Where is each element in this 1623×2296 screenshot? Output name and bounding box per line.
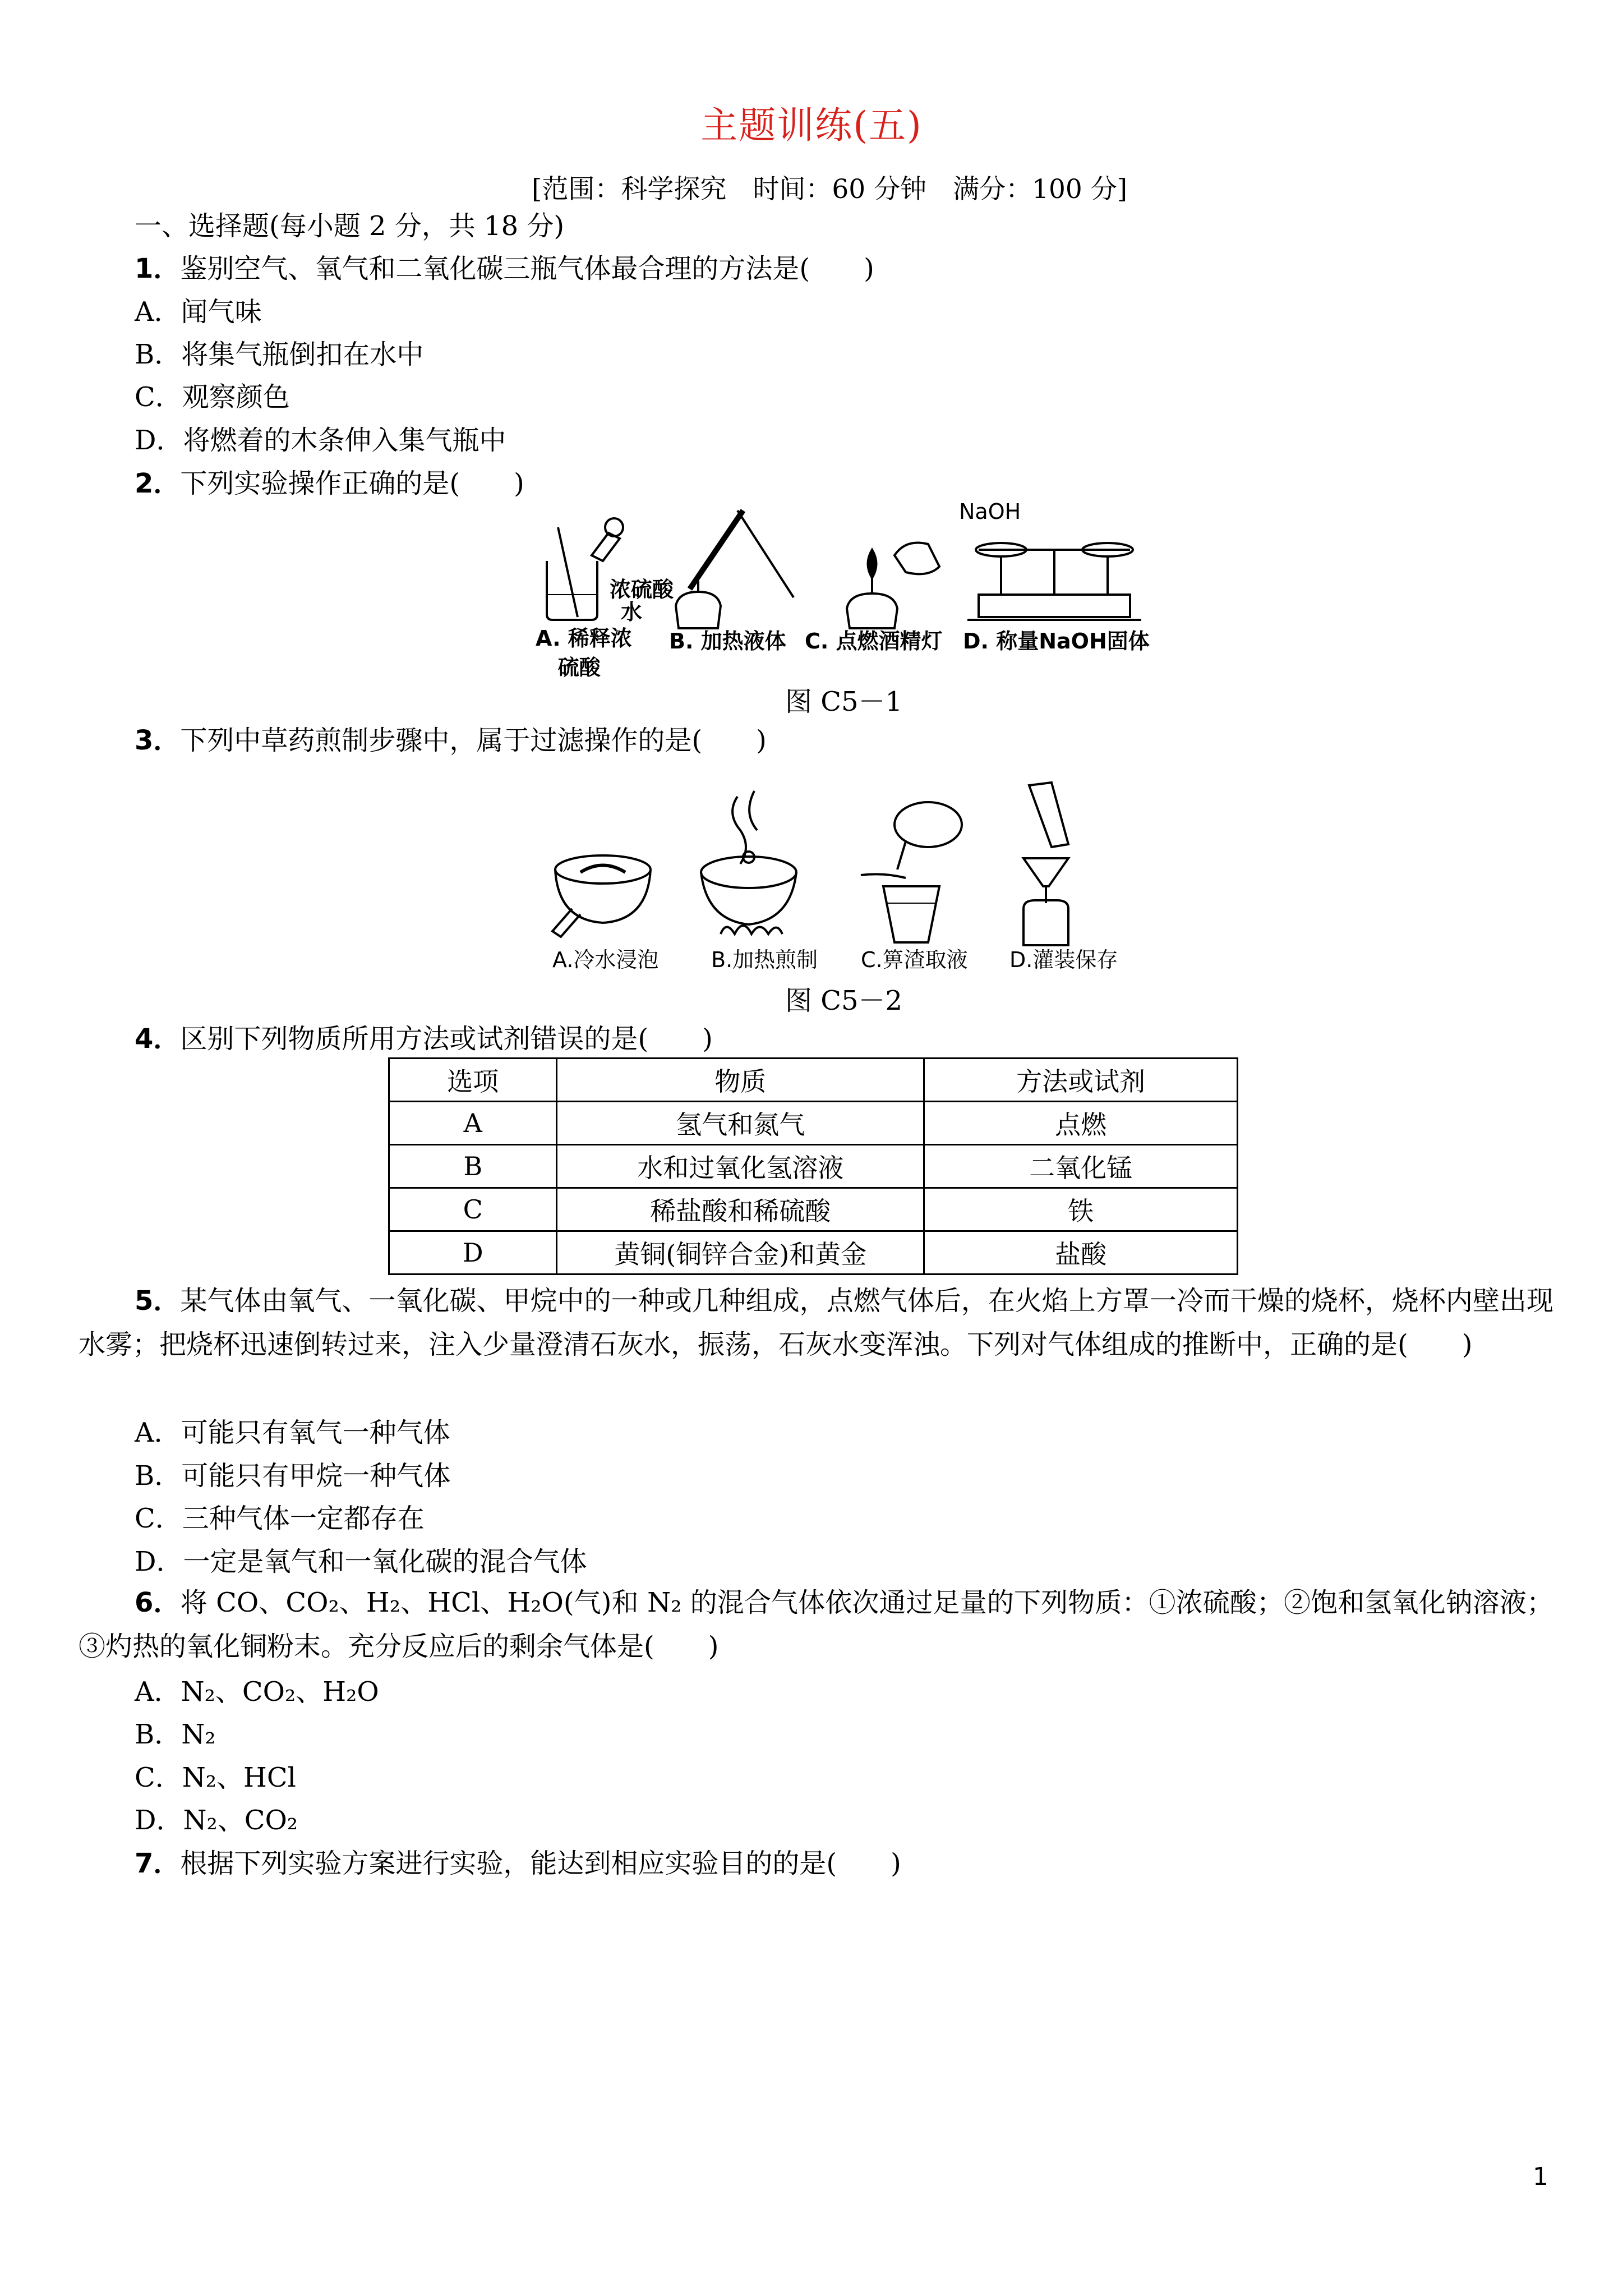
option-b: B．可能只有甲烷一种气体	[135, 1460, 451, 1492]
question-stem: 下列中草药煎制步骤中，属于过滤操作的是( )	[180, 725, 767, 756]
question-5	[79, 1279, 1553, 1366]
table-row	[389, 1188, 1238, 1231]
question-2	[135, 467, 524, 500]
option-c: C．观察颜色	[135, 381, 290, 413]
table-cell: C	[389, 1188, 557, 1231]
option-a: A．N₂、CO₂、H₂O	[135, 1676, 379, 1708]
table-cell: D	[389, 1231, 557, 1274]
option-c: C．三种气体一定都存在	[135, 1503, 425, 1534]
question-number: 2．	[135, 468, 181, 499]
label-naoh: NaOH	[959, 499, 1021, 524]
label-option-d: D. 称量NaOH固体	[963, 629, 1150, 654]
option-a: A．可能只有氧气一种气体	[135, 1417, 450, 1448]
question-stem: 某气体由氧气、一氧化碳、甲烷中的一种或几种组成，点燃气体后，在火焰上方罩一冷而干燥的烧杯，烧杯内壁出现水雾；把烧杯迅速倒转过来，注入少量澄清石灰水，振荡，石灰水变浑浊。下列对气体组成的推断中，正确的是( )	[79, 1285, 1553, 1360]
figure-caption-c5-2: 图 C5－2	[785, 985, 903, 1016]
label-option-d: D.灌装保存	[1009, 947, 1118, 972]
table-cell: 稀盐酸和稀硫酸	[557, 1188, 924, 1231]
table-cell: 水和过氧化氢溶液	[557, 1145, 924, 1188]
question-stem: 鉴别空气、氧气和二氧化碳三瓶气体最合理的方法是( )	[180, 253, 874, 284]
page-number: 1	[1533, 2162, 1548, 2191]
comparison-table	[388, 1057, 1238, 1275]
question-number: 6．	[135, 1587, 181, 1618]
question-number: 7．	[135, 1848, 181, 1879]
question-number: 5．	[135, 1285, 181, 1317]
figure-caption-c5-1: 图 C5－1	[785, 686, 903, 717]
question-number: 1．	[135, 253, 181, 284]
header-cell: 选项	[389, 1059, 557, 1102]
label-water: 水	[621, 600, 643, 624]
table-row	[389, 1145, 1238, 1188]
label-option-c: C. 点燃酒精灯	[805, 629, 943, 654]
question-stem: 区别下列物质所用方法或试剂错误的是( )	[180, 1023, 713, 1055]
table-header-row	[389, 1059, 1238, 1102]
table-cell: 氢气和氮气	[557, 1102, 924, 1145]
section-heading: 一、选择题(每小题 2 分，共 18 分)	[135, 210, 565, 242]
question-number: 3．	[135, 725, 181, 756]
label-conc-acid: 浓硫酸	[610, 577, 674, 602]
label-option-b: B. 加热液体	[669, 629, 786, 654]
option-c: C．N₂、HCl	[135, 1762, 296, 1793]
question-6	[79, 1581, 1553, 1668]
page-title: 主题训练(五)	[700, 104, 923, 147]
question-7	[135, 1847, 901, 1880]
question-4	[135, 1022, 713, 1056]
table-cell: B	[389, 1145, 557, 1188]
question-number: 4．	[135, 1023, 181, 1055]
option-d: D．将燃着的木条伸入集气瓶中	[135, 425, 506, 456]
scope-line: [范围：科学探究 时间：60 分钟 满分：100 分]	[532, 174, 1128, 205]
figure-c5-1	[536, 499, 1152, 679]
table-cell: A	[389, 1102, 557, 1145]
table-row	[389, 1231, 1238, 1274]
herbal-decoction-illustration	[547, 774, 1152, 959]
header-cell: 物质	[557, 1059, 924, 1102]
header-cell: 方法或试剂	[924, 1059, 1238, 1102]
option-a: A．闻气味	[135, 296, 262, 328]
table-row	[389, 1102, 1238, 1145]
option-d: D．N₂、CO₂	[135, 1805, 298, 1836]
option-b: B．N₂	[135, 1719, 216, 1750]
question-stem: 将 CO、CO₂、H₂、HCl、H₂O(气)和 N₂ 的混合气体依次通过足量的下列物质：①浓硫酸；②饱和氢氧化钠溶液；③灼热的氧化铜粉末。充分反应后的剩余气体是( )	[79, 1587, 1553, 1662]
question-3	[135, 724, 767, 757]
table-cell: 黄铜(铜锌合金)和黄金	[557, 1231, 924, 1274]
option-b: B．将集气瓶倒扣在水中	[135, 339, 424, 370]
label-option-b: B.加热煎制	[711, 947, 818, 972]
label-option-a: A.冷水浸泡	[552, 947, 659, 972]
question-stem: 根据下列实验方案进行实验，能达到相应实验目的的是( )	[180, 1848, 901, 1879]
figure-c5-2	[547, 774, 1152, 982]
question-stem: 下列实验操作正确的是( )	[180, 468, 524, 499]
table-cell: 铁	[924, 1188, 1238, 1231]
table-cell: 点燃	[924, 1102, 1238, 1145]
table-cell: 二氧化锰	[924, 1145, 1238, 1188]
option-d: D．一定是氧气和一氧化碳的混合气体	[135, 1546, 587, 1577]
label-option-a: A. 稀释浓 硫酸	[536, 626, 632, 680]
label-option-c: C.箅渣取液	[861, 947, 968, 972]
table-cell: 盐酸	[924, 1231, 1238, 1274]
question-1	[135, 252, 874, 286]
